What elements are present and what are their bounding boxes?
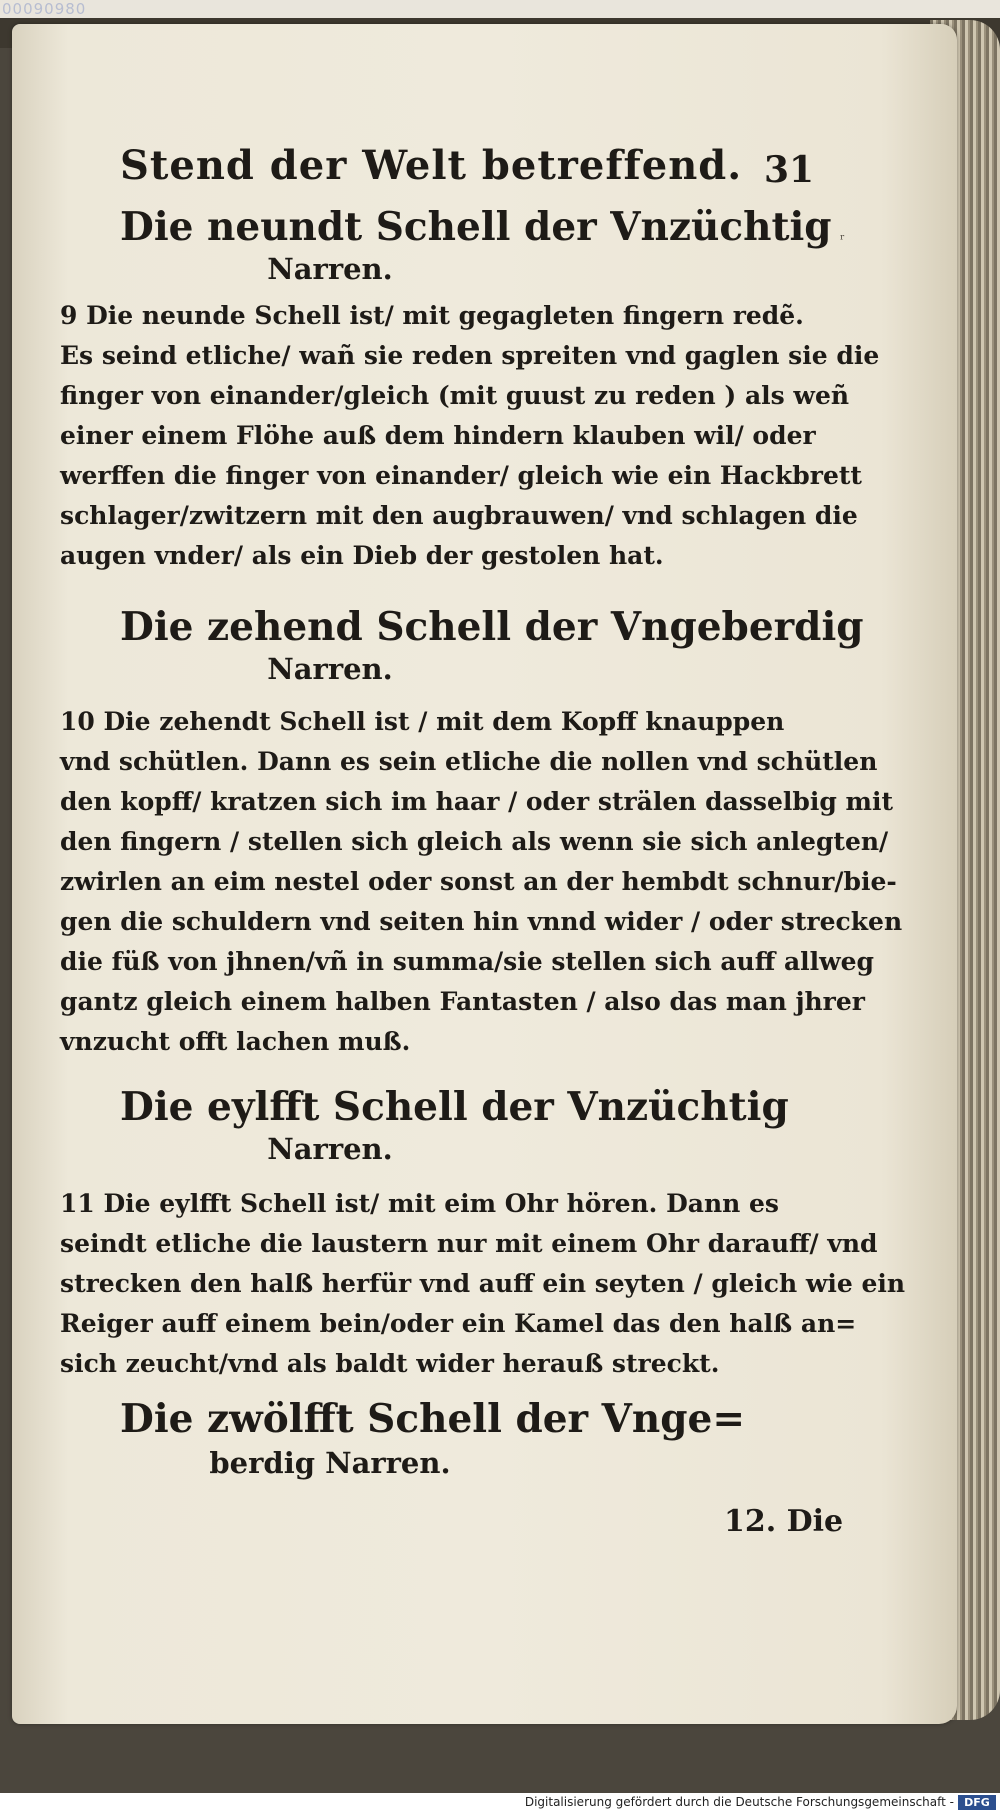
book-page	[12, 24, 957, 1724]
text-line: vnd schütlen. Dann es sein etliche die nollen vnd schütlen	[60, 747, 878, 776]
text-line: einer einem Flöhe auß dem hindern klauben wil/ oder	[60, 421, 816, 450]
section-heading: Die zehend Schell der Vngeberdig	[120, 604, 864, 650]
text-line: zwirlen an eim nestel oder sonst an der hembdt schnur/bie-	[60, 867, 897, 896]
text-line: strecken den halß herfür vnd auff ein seyten / gleich wie ein	[60, 1269, 906, 1298]
section-heading: Die neundt Schell der Vnzüchtig	[120, 204, 832, 250]
text-line: werffen die finger von einander/ gleich wie ein Hackbrett	[60, 461, 862, 490]
text-line: gantz gleich einem halben Fantasten / also das man jhrer	[60, 987, 865, 1016]
margin-mark: ʳ	[840, 232, 845, 248]
text-line: vnzucht offt lachen muß.	[60, 1027, 411, 1056]
section-heading: Die eylfft Schell der Vnzüchtig	[120, 1084, 789, 1130]
dfg-logo: DFG	[958, 1795, 996, 1810]
text-line: gen die schuldern vnd seiten hin vnnd wider / oder strecken	[60, 907, 903, 936]
credit-bar	[0, 1793, 1000, 1813]
section-heading-sub: Narren.	[267, 252, 393, 286]
text-line: schlager/zwitzern mit den augbrauwen/ vnd schlagen die	[60, 501, 858, 530]
section-heading-sub: berdig Narren.	[209, 1446, 451, 1480]
text-line: sich zeucht/vnd als baldt wider herauß streckt.	[60, 1349, 720, 1378]
digitization-credit: Digitalisierung gefördert durch die Deutsche Forschungsgemeinschaft -	[524, 1795, 954, 1809]
text-line: 9 Die neunde Schell ist/ mit gegagleten fingern redẽ.	[60, 301, 804, 330]
text-line: die füß von jhnen/vñ in summa/sie stellen sich auff allweg	[60, 947, 875, 976]
text-line: 10 Die zehendt Schell ist / mit dem Kopff knauppen	[60, 707, 785, 736]
section-heading-sub: Narren.	[267, 652, 393, 686]
text-line: den kopff/ kratzen sich im haar / oder strälen dasselbig mit	[60, 787, 894, 816]
page-number: 31	[764, 149, 815, 191]
section-text	[60, 1184, 906, 1384]
section-text	[60, 702, 903, 1062]
text-line: finger von einander/gleich (mit guust zu reden ) als weñ	[60, 381, 850, 410]
text-line: Reiger auff einem bein/oder ein Kamel das den halß an=	[60, 1309, 857, 1338]
text-line: 11 Die eylfft Schell ist/ mit eim Ohr hören. Dann es	[60, 1189, 780, 1218]
scan-id-label: 00090980	[2, 0, 87, 18]
section-heading: Die zwölfft Schell der Vnge=	[120, 1396, 746, 1442]
text-line: seindt etliche die laustern nur mit einem Ohr darauff/ vnd	[60, 1229, 878, 1258]
section-heading-sub: Narren.	[267, 1132, 393, 1166]
text-line: den fingern / stellen sich gleich als wenn sie sich anlegten/	[60, 827, 889, 856]
running-head: Stend der Welt betreffend.	[120, 142, 743, 189]
section-text	[60, 296, 880, 576]
text-line: augen vnder/ als ein Dieb der gestolen hat.	[60, 541, 664, 570]
catchword: 12. Die	[724, 1504, 844, 1539]
text-line: Es seind etliche/ wañ sie reden spreiten vnd gaglen sie die	[60, 341, 880, 370]
